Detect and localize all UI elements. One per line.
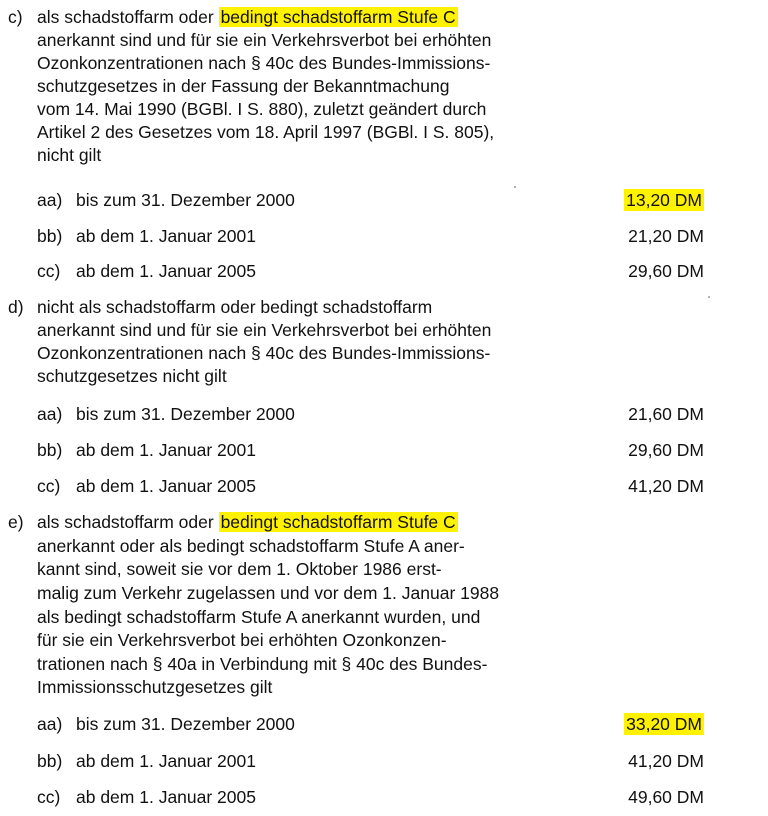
paragraph-line: anerkannt sind und für sie ein Verkehrsverbot bei erhöhten <box>37 30 492 50</box>
item-text: bis zum 31. Dezember 2000 <box>76 404 295 424</box>
section-letter: e) <box>8 512 24 532</box>
section-letter: d) <box>8 297 24 317</box>
paragraph-line: Artikel 2 des Gesetzes vom 18. April 1997 (BGBl. I S. 805), <box>37 122 495 142</box>
scan-speck <box>708 296 710 298</box>
highlighted-text: bedingt schadstoffarm Stufe C <box>220 7 456 27</box>
item-amount: 29,60 DM <box>628 440 704 460</box>
paragraph-line: anerkannt oder als bedingt schadstoffarm Stufe A aner- <box>37 536 465 556</box>
item-label: bb) <box>37 226 63 246</box>
item-amount: 33,20 DM <box>626 714 702 734</box>
scan-speck <box>514 186 516 188</box>
paragraph-line: Ozonkonzentrationen nach § 40c des Bundes-Immissions- <box>37 343 491 363</box>
paragraph-line: nicht gilt <box>37 145 102 165</box>
item-label: aa) <box>37 190 63 210</box>
item-amount: 29,60 DM <box>628 261 704 281</box>
highlighted-text: bedingt schadstoffarm Stufe C <box>220 512 456 532</box>
paragraph-line: nicht als schadstoffarm oder bedingt schadstoffarm <box>37 297 433 317</box>
paragraph-line: als schadstoffarm oder bedingt schadstoffarm Stufe C <box>37 7 456 27</box>
item-text: ab dem 1. Januar 2001 <box>76 751 256 771</box>
paragraph-line: anerkannt sind und für sie ein Verkehrsverbot bei erhöhten <box>37 320 492 340</box>
section-letter: c) <box>8 7 23 27</box>
item-text: ab dem 1. Januar 2005 <box>76 476 256 496</box>
item-amount: 13,20 DM <box>626 190 702 210</box>
paragraph-line: kannt sind, soweit sie vor dem 1. Oktober 1986 erst- <box>37 559 442 579</box>
paragraph-line: Immissionsschutzgesetzes gilt <box>37 677 273 697</box>
item-label: bb) <box>37 751 63 771</box>
item-amount: 41,20 DM <box>628 751 704 771</box>
item-text: bis zum 31. Dezember 2000 <box>76 714 295 734</box>
item-text: ab dem 1. Januar 2005 <box>76 787 256 807</box>
paragraph-line: schutzgesetzes nicht gilt <box>37 366 227 386</box>
item-amount: 49,60 DM <box>628 787 704 807</box>
paragraph-line: Ozonkonzentrationen nach § 40c des Bundes-Immissions- <box>37 53 491 73</box>
item-amount: 21,20 DM <box>628 226 704 246</box>
paragraph-line: vom 14. Mai 1990 (BGBl. I S. 880), zuletzt geändert durch <box>37 99 487 119</box>
paragraph-line: malig zum Verkehr zugelassen und vor dem 1. Januar 1988 <box>37 583 500 603</box>
paragraph-line: als bedingt schadstoffarm Stufe A anerkannt wurden, und <box>37 607 481 627</box>
item-label: aa) <box>37 404 63 424</box>
item-amount: 21,60 DM <box>628 404 704 424</box>
paragraph-line: trationen nach § 40a in Verbindung mit § 40c des Bundes- <box>37 654 488 674</box>
paragraph-line: schutzgesetzes in der Fassung der Bekanntmachung <box>37 76 450 96</box>
item-text: ab dem 1. Januar 2005 <box>76 261 256 281</box>
item-label: cc) <box>37 787 61 807</box>
item-label: cc) <box>37 261 61 281</box>
item-text: ab dem 1. Januar 2001 <box>76 226 256 246</box>
paragraph-line: als schadstoffarm oder bedingt schadstoffarm Stufe C <box>37 512 456 532</box>
item-text: ab dem 1. Januar 2001 <box>76 440 256 460</box>
paragraph-line: für sie ein Verkehrsverbot bei erhöhten Ozonkonzen- <box>37 630 447 650</box>
item-label: cc) <box>37 476 61 496</box>
item-amount: 41,20 DM <box>628 476 704 496</box>
item-label: bb) <box>37 440 63 460</box>
item-text: bis zum 31. Dezember 2000 <box>76 190 295 210</box>
item-label: aa) <box>37 714 63 734</box>
